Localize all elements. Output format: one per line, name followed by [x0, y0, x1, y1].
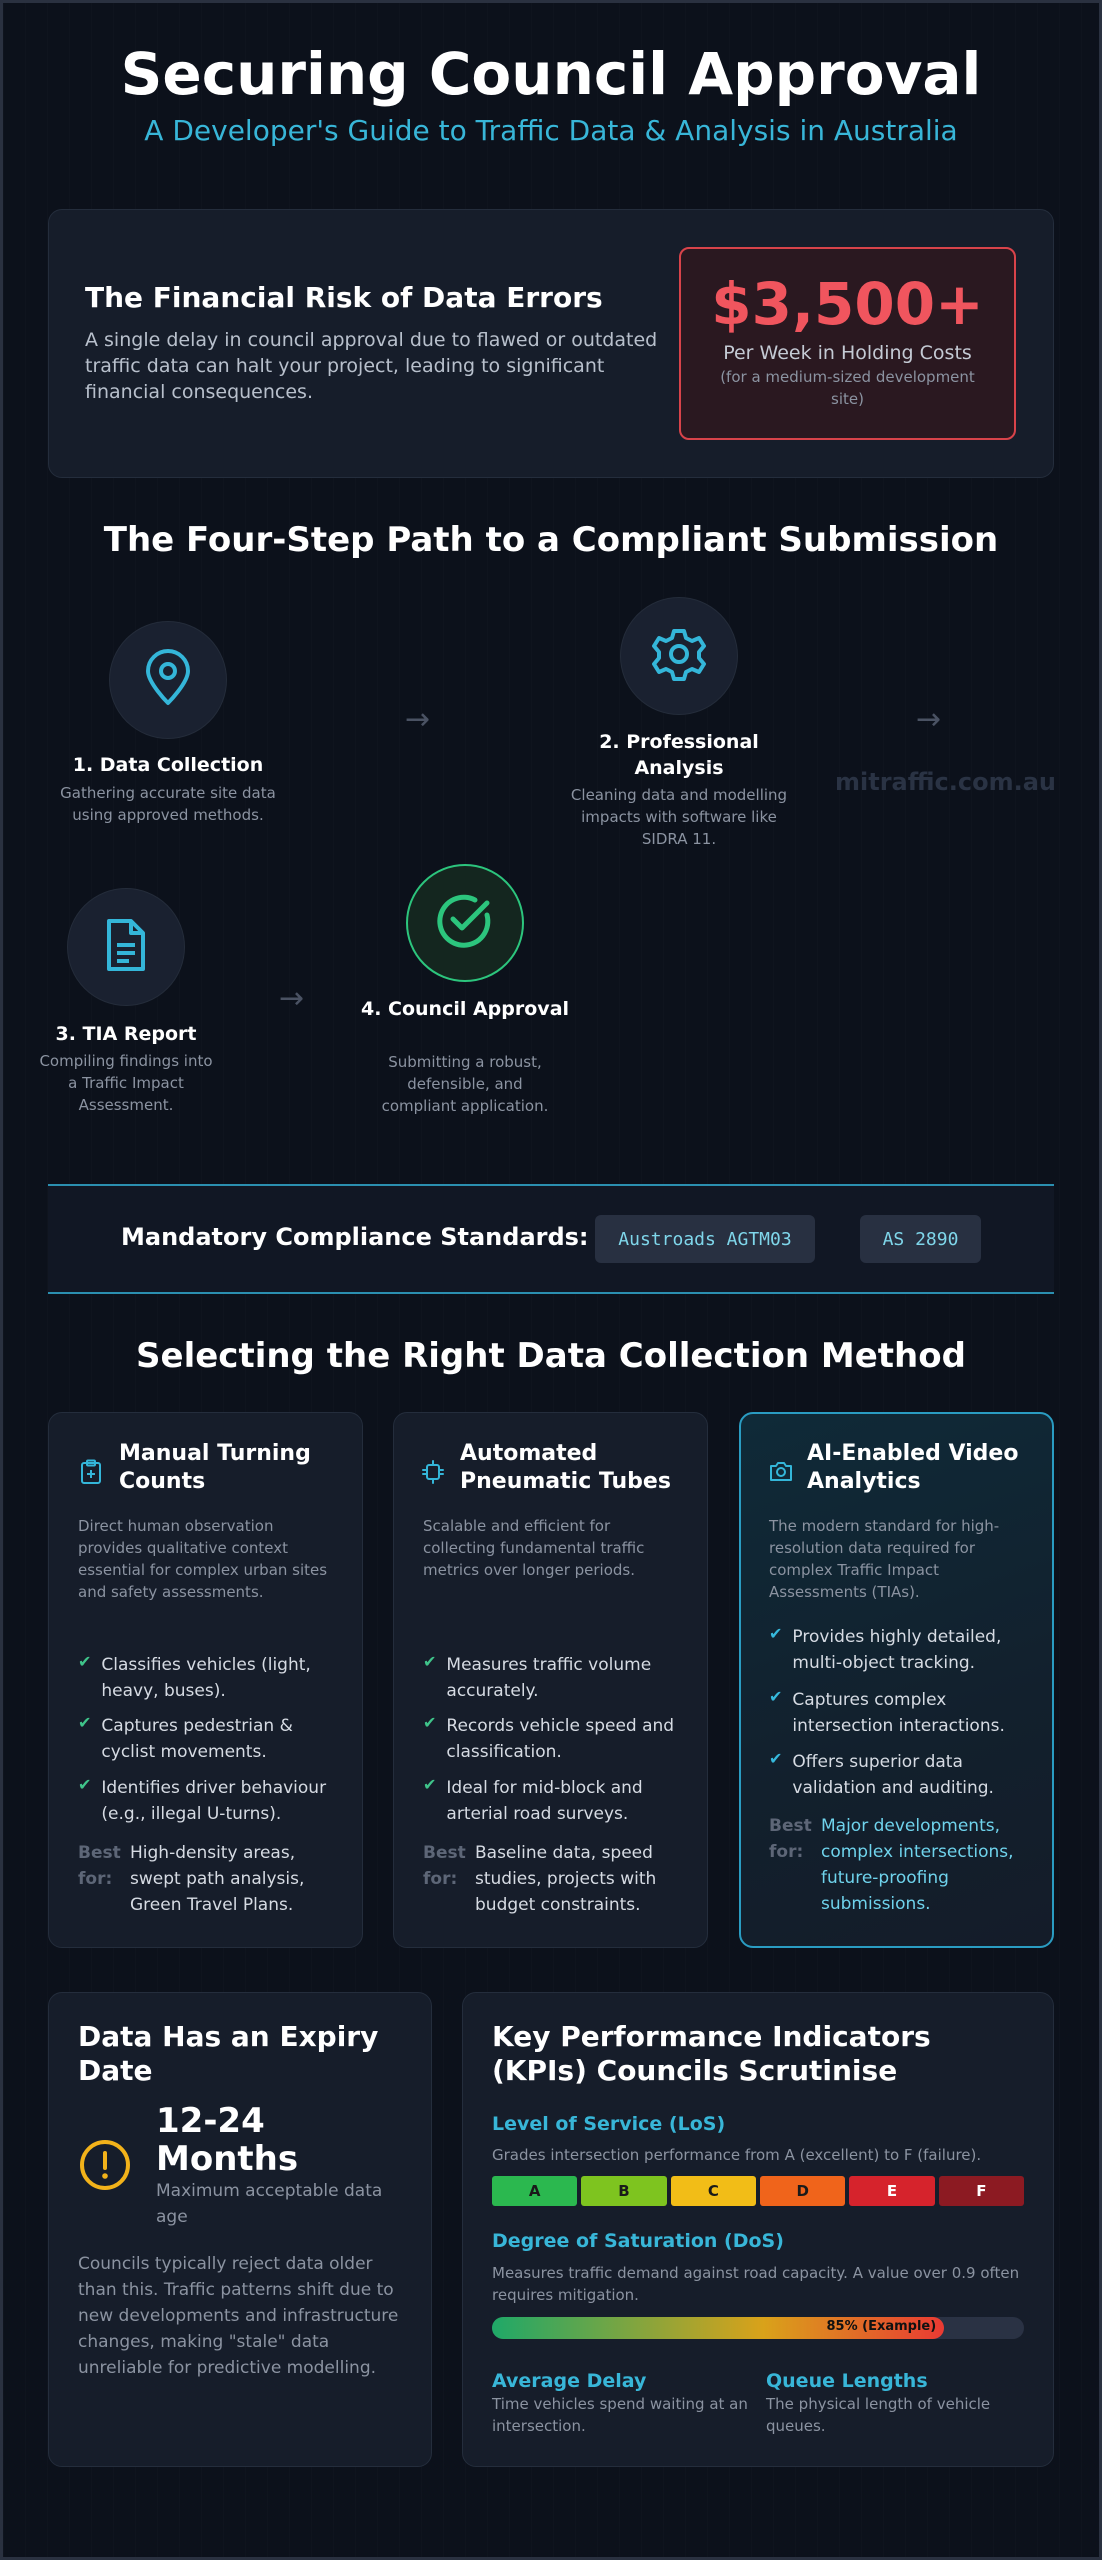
check-icon: ✔ [769, 1624, 783, 1643]
kpi-title: Key Performance Indicators (KPIs) Councils Scrutinise [492, 2020, 931, 2087]
los-grade-b: B [581, 2176, 666, 2206]
step-3-title: 3. TIA Report [55, 1023, 197, 1045]
dos-heading: Degree of Saturation (DoS) [492, 2230, 784, 2252]
list-item: ✔ Classifies vehicles (light, heavy, buses). [78, 1652, 348, 1713]
method-title: AI-Enabled Video Analytics [807, 1441, 1019, 1494]
delay-text: Time vehicles spend waiting at an intersection. [492, 2395, 748, 2435]
expiry-title: Data Has an Expiry Date [78, 2020, 379, 2087]
best-for-label: Best for: [769, 1816, 812, 1862]
arrow-right-icon: → [405, 702, 431, 737]
method-bullets [769, 1624, 1039, 1801]
check-icon: ✔ [423, 1713, 437, 1732]
expiry-value: 12-24 Months [156, 2101, 299, 2179]
risk-title: The Financial Risk of Data Errors [85, 281, 603, 314]
step-4-title: 4. Council Approval [360, 998, 570, 1020]
step-2-circle [620, 597, 738, 715]
camera-icon [768, 1459, 794, 1485]
method-bullets [423, 1652, 693, 1827]
check-icon: ✔ [78, 1775, 92, 1794]
location-pin-icon [142, 649, 194, 711]
check-icon: ✔ [78, 1713, 92, 1732]
list-item: ✔ Captures pedestrian & cyclist movements. [78, 1713, 348, 1775]
step-4-circle [406, 864, 524, 982]
standard-chip: Austroads AGTM03 [595, 1215, 815, 1263]
best-for-label: Best for: [423, 1843, 466, 1889]
expiry-body: Councils typically reject data older than this. Traffic patterns shift due to new developments and infrastructure changes, making "stale" data unreliable for predictive modelling. [78, 2254, 399, 2378]
list-item: ✔ Captures complex intersection interactions. [769, 1687, 1039, 1749]
list-item: ✔ Measures traffic volume accurately. [423, 1652, 693, 1713]
method-title: Automated Pneumatic Tubes [460, 1441, 671, 1494]
los-grade-f: F [939, 2176, 1024, 2206]
gear-icon [650, 625, 708, 687]
holding-cost-caption: Per Week in Holding Costs [723, 342, 972, 364]
warning-circle-icon [78, 2138, 132, 2196]
method-desc: Direct human observation provides qualitative context essential for complex urban sites and safety assessments. [78, 1517, 328, 1601]
tube-sensor-icon [420, 1459, 446, 1485]
check-icon: ✔ [769, 1749, 783, 1768]
queue-heading: Queue Lengths [766, 2370, 928, 2392]
method-bullets [78, 1652, 348, 1827]
list-item: ✔ Offers superior data validation and auditing. [769, 1749, 1039, 1801]
document-icon [103, 917, 149, 977]
holding-cost-note: (for a medium-sized development site) [720, 368, 975, 408]
holding-cost-amount: $3,500+ [711, 270, 984, 338]
step-1-title: 1. Data Collection [72, 754, 264, 776]
step-2-desc: Cleaning data and modelling impacts with software like SIDRA 11. [570, 786, 788, 848]
check-icon: ✔ [423, 1775, 437, 1794]
page-title: Securing Council Approval [120, 40, 982, 108]
method-desc: The modern standard for high-resolution data required for complex Traffic Impact Assessments (TIAs). [769, 1517, 1000, 1601]
step-3-circle [67, 888, 185, 1006]
method-desc: Scalable and efficient for collecting fundamental traffic metrics over longer periods. [423, 1517, 645, 1579]
los-grade-c: C [671, 2176, 756, 2206]
queue-text: The physical length of vehicle queues. [766, 2395, 991, 2435]
clipboard-icon [79, 1459, 105, 1485]
step-3-desc: Compiling findings into a Traffic Impact Assessment. [39, 1052, 213, 1114]
los-heading: Level of Service (LoS) [492, 2113, 726, 2135]
arrow-right-icon: → [279, 981, 305, 1016]
check-icon: ✔ [769, 1687, 783, 1706]
dos-text: Measures traffic demand against road capacity. A value over 0.9 often requires mitigation. [492, 2264, 1020, 2304]
list-item: ✔ Provides highly detailed, multi-object tracking. [769, 1624, 1039, 1687]
best-for-text: High-density areas, swept path analysis, Green Travel Plans. [130, 1843, 305, 1915]
list-item: ✔ Identifies driver behaviour (e.g., illegal U-turns). [78, 1775, 348, 1827]
delay-heading: Average Delay [492, 2370, 647, 2392]
los-grade-a: A [492, 2176, 577, 2206]
risk-text: A single delay in council approval due to flawed or outdated traffic data can halt your project, leading to significant financial consequences. [85, 329, 658, 403]
best-for-text: Major developments, complex intersections, future-proofing submissions. [821, 1816, 1014, 1914]
los-text: Grades intersection performance from A (excellent) to F (failure). [492, 2146, 982, 2164]
step-2-title: 2. Professional Analysis [599, 731, 759, 779]
page-subtitle: A Developer's Guide to Traffic Data & Analysis in Australia [144, 114, 958, 147]
arrow-right-icon: → [916, 702, 942, 737]
best-for-text: Baseline data, speed studies, projects with budget constraints. [475, 1843, 657, 1915]
list-item: ✔ Records vehicle speed and classification. [423, 1713, 693, 1775]
method-title: Manual Turning Counts [119, 1441, 311, 1494]
standard-chip: AS 2890 [860, 1215, 981, 1263]
check-icon: ✔ [78, 1652, 92, 1671]
steps-heading: The Four-Step Path to a Compliant Submission [103, 520, 999, 560]
compliance-standards-label: Mandatory Compliance Standards: [121, 1223, 589, 1251]
watermark: mitraffic.com.au [835, 768, 1056, 796]
step-1-desc: Gathering accurate site data using approved methods. [60, 784, 276, 824]
los-grade-e: E [849, 2176, 934, 2206]
best-for-label: Best for: [78, 1843, 121, 1889]
expiry-subtext: Maximum acceptable data age [156, 2181, 383, 2227]
los-grade-d: D [760, 2176, 845, 2206]
step-1-circle [109, 621, 227, 739]
check-icon: ✔ [423, 1652, 437, 1671]
list-item: ✔ Ideal for mid-block and arterial road surveys. [423, 1775, 693, 1827]
step-4-desc: Submitting a robust, defensible, and compliant application. [381, 1053, 549, 1115]
check-circle-icon [435, 891, 495, 955]
methods-heading: Selecting the Right Data Collection Method [136, 1336, 966, 1376]
dos-bar-label: 85% (Example) [826, 2319, 937, 2334]
